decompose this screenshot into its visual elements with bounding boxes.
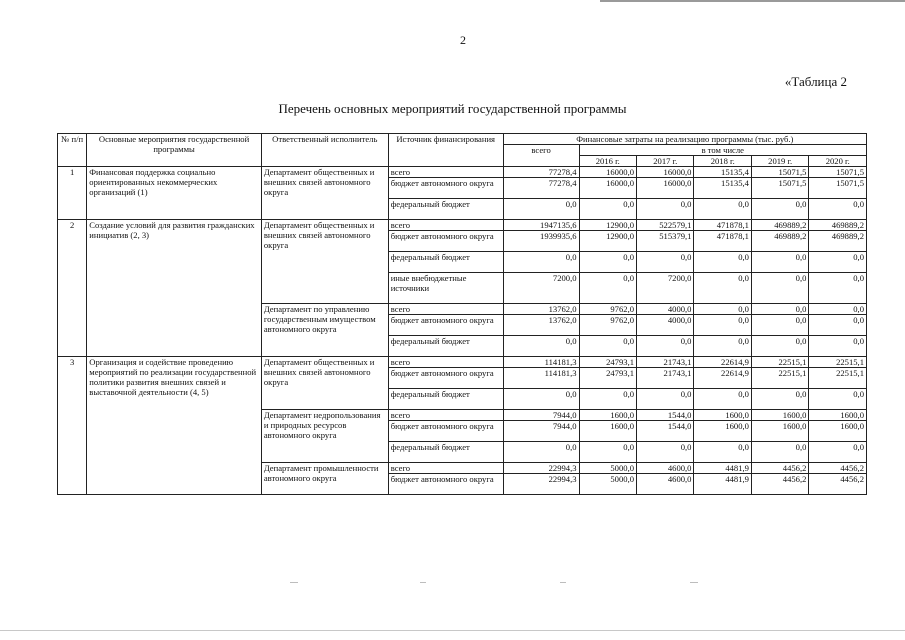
value-cell: 4481,9 <box>694 463 751 474</box>
value-cell: 0,0 <box>694 389 751 410</box>
value-cell: 0,0 <box>751 389 808 410</box>
source-cell: бюджет автономного округа <box>388 178 503 199</box>
source-cell: федеральный бюджет <box>388 199 503 220</box>
value-cell: 515379,1 <box>637 231 694 252</box>
value-cell: 0,0 <box>694 252 751 273</box>
header-costs: Финансовые затраты на реализацию программы (тыс. руб.) <box>503 134 866 145</box>
value-cell: 1600,0 <box>751 421 808 442</box>
value-cell: 1600,0 <box>809 410 867 421</box>
value-cell: 16000,0 <box>637 178 694 199</box>
value-cell: 21743,1 <box>637 368 694 389</box>
value-cell: 471878,1 <box>694 231 751 252</box>
source-cell: бюджет автономного округа <box>388 368 503 389</box>
value-cell: 7944,0 <box>503 410 579 421</box>
source-cell: бюджет автономного округа <box>388 421 503 442</box>
scan-edge-line <box>600 0 905 2</box>
value-cell: 0,0 <box>751 273 808 304</box>
header-year-2016: 2016 г. <box>579 156 636 167</box>
header-num: № п/п <box>58 134 87 167</box>
row-number: 3 <box>58 357 87 495</box>
value-cell: 13762,0 <box>503 315 579 336</box>
source-cell: всего <box>388 220 503 231</box>
value-cell: 0,0 <box>637 389 694 410</box>
header-year-2017: 2017 г. <box>637 156 694 167</box>
value-cell: 24793,1 <box>579 368 636 389</box>
value-cell: 469889,2 <box>809 220 867 231</box>
value-cell: 5000,0 <box>579 463 636 474</box>
value-cell: 15135,4 <box>694 178 751 199</box>
value-cell: 0,0 <box>503 199 579 220</box>
table-row <box>58 167 867 178</box>
value-cell: 1600,0 <box>579 410 636 421</box>
header-executor: Ответственный исполнитель <box>261 134 388 167</box>
source-cell: федеральный бюджет <box>388 252 503 273</box>
source-cell: всего <box>388 357 503 368</box>
value-cell: 22994,3 <box>503 474 579 495</box>
value-cell: 21743,1 <box>637 357 694 368</box>
value-cell: 1600,0 <box>751 410 808 421</box>
value-cell: 4481,9 <box>694 474 751 495</box>
measure-name: Организация и содействие проведению мероприятий по реализации государственной политики развития внешних связей и выставочной деятельности (4, 5) <box>87 357 262 495</box>
source-cell: бюджет автономного округа <box>388 315 503 336</box>
source-cell: всего <box>388 304 503 315</box>
source-cell: федеральный бюджет <box>388 442 503 463</box>
value-cell: 1600,0 <box>694 421 751 442</box>
source-cell: иные внебюджетные источники <box>388 273 503 304</box>
value-cell: 0,0 <box>637 252 694 273</box>
value-cell: 15071,5 <box>751 167 808 178</box>
value-cell: 0,0 <box>579 273 636 304</box>
value-cell: 4000,0 <box>637 304 694 315</box>
value-cell: 16000,0 <box>579 178 636 199</box>
executor-name: Департамент промышленности автономного округа <box>261 463 388 495</box>
value-cell: 7200,0 <box>637 273 694 304</box>
value-cell: 22614,9 <box>694 368 751 389</box>
value-cell: 15071,5 <box>809 178 867 199</box>
value-cell: 522579,1 <box>637 220 694 231</box>
value-cell: 22614,9 <box>694 357 751 368</box>
value-cell: 16000,0 <box>637 167 694 178</box>
value-cell: 22994,3 <box>503 463 579 474</box>
value-cell: 77278,4 <box>503 167 579 178</box>
value-cell: 0,0 <box>751 252 808 273</box>
value-cell: 24793,1 <box>579 357 636 368</box>
value-cell: 0,0 <box>503 442 579 463</box>
value-cell: 1600,0 <box>809 421 867 442</box>
source-cell: бюджет автономного округа <box>388 474 503 495</box>
value-cell: 7200,0 <box>503 273 579 304</box>
value-cell: 0,0 <box>503 252 579 273</box>
value-cell: 0,0 <box>579 336 636 357</box>
row-number: 1 <box>58 167 87 220</box>
source-cell: бюджет автономного округа <box>388 231 503 252</box>
value-cell: 0,0 <box>694 336 751 357</box>
scan-artifact <box>420 582 426 583</box>
header-year-2020: 2020 г. <box>809 156 867 167</box>
value-cell: 4600,0 <box>637 463 694 474</box>
value-cell: 7944,0 <box>503 421 579 442</box>
value-cell: 469889,2 <box>751 220 808 231</box>
value-cell: 22515,1 <box>751 357 808 368</box>
value-cell: 469889,2 <box>751 231 808 252</box>
value-cell: 4000,0 <box>637 315 694 336</box>
value-cell: 114181,3 <box>503 357 579 368</box>
source-cell: федеральный бюджет <box>388 336 503 357</box>
executor-name: Департамент общественных и внешних связей автономного округа <box>261 357 388 410</box>
value-cell: 0,0 <box>694 273 751 304</box>
header-source: Источник финансирования <box>388 134 503 167</box>
value-cell: 0,0 <box>809 273 867 304</box>
value-cell: 4600,0 <box>637 474 694 495</box>
value-cell: 0,0 <box>751 442 808 463</box>
value-cell: 0,0 <box>809 389 867 410</box>
source-cell: всего <box>388 167 503 178</box>
value-cell: 12900,0 <box>579 220 636 231</box>
value-cell: 0,0 <box>503 389 579 410</box>
source-cell: всего <box>388 410 503 421</box>
measure-name: Финансовая поддержка социально ориентированных некоммерческих организаций (1) <box>87 167 262 220</box>
value-cell: 0,0 <box>694 199 751 220</box>
value-cell: 0,0 <box>809 304 867 315</box>
table-row <box>58 220 867 231</box>
executor-name: Департамент по управлению государственным имуществом автономного округа <box>261 304 388 357</box>
value-cell: 22515,1 <box>809 368 867 389</box>
executor-name: Департамент общественных и внешних связей автономного округа <box>261 167 388 220</box>
value-cell: 0,0 <box>751 315 808 336</box>
value-cell: 1939935,6 <box>503 231 579 252</box>
value-cell: 0,0 <box>579 252 636 273</box>
header-total: всего <box>503 145 579 167</box>
measure-name: Создание условий для развития гражданских инициатив (2, 3) <box>87 220 262 357</box>
value-cell: 16000,0 <box>579 167 636 178</box>
value-cell: 0,0 <box>809 315 867 336</box>
page-number: 2 <box>460 33 466 47</box>
value-cell: 0,0 <box>579 199 636 220</box>
value-cell: 4456,2 <box>809 474 867 495</box>
executor-name: Департамент недропользования и природных ресурсов автономного округа <box>261 410 388 463</box>
program-measures-table <box>57 133 867 495</box>
value-cell: 22515,1 <box>809 357 867 368</box>
value-cell: 4456,2 <box>809 463 867 474</box>
source-cell: федеральный бюджет <box>388 389 503 410</box>
source-cell: всего <box>388 463 503 474</box>
value-cell: 77278,4 <box>503 178 579 199</box>
scan-artifact <box>560 582 566 583</box>
value-cell: 0,0 <box>809 252 867 273</box>
value-cell: 1600,0 <box>579 421 636 442</box>
value-cell: 15135,4 <box>694 167 751 178</box>
value-cell: 15071,5 <box>751 178 808 199</box>
header-year-2018: 2018 г. <box>694 156 751 167</box>
header-measures: Основные мероприятия государственной программы <box>87 134 262 167</box>
value-cell: 4456,2 <box>751 463 808 474</box>
value-cell: 0,0 <box>751 336 808 357</box>
row-number: 2 <box>58 220 87 357</box>
value-cell: 0,0 <box>809 199 867 220</box>
value-cell: 0,0 <box>751 199 808 220</box>
value-cell: 13762,0 <box>503 304 579 315</box>
value-cell: 22515,1 <box>751 368 808 389</box>
value-cell: 1544,0 <box>637 410 694 421</box>
table-label: «Таблица 2 <box>784 74 847 89</box>
value-cell: 12900,0 <box>579 231 636 252</box>
value-cell: 469889,2 <box>809 231 867 252</box>
value-cell: 0,0 <box>637 442 694 463</box>
value-cell: 0,0 <box>637 336 694 357</box>
header-year-2019: 2019 г. <box>751 156 808 167</box>
value-cell: 5000,0 <box>579 474 636 495</box>
value-cell: 9762,0 <box>579 315 636 336</box>
document-title: Перечень основных мероприятий государственной программы <box>278 101 627 116</box>
value-cell: 1600,0 <box>694 410 751 421</box>
value-cell: 4456,2 <box>751 474 808 495</box>
scan-artifact <box>690 582 698 583</box>
scan-edge-line <box>0 630 905 631</box>
table-row <box>58 357 867 368</box>
value-cell: 0,0 <box>579 442 636 463</box>
value-cell: 0,0 <box>694 442 751 463</box>
value-cell: 9762,0 <box>579 304 636 315</box>
value-cell: 0,0 <box>751 304 808 315</box>
value-cell: 0,0 <box>809 442 867 463</box>
value-cell: 0,0 <box>637 199 694 220</box>
executor-name: Департамент общественных и внешних связей автономного округа <box>261 220 388 304</box>
value-cell: 114181,3 <box>503 368 579 389</box>
value-cell: 1947135,6 <box>503 220 579 231</box>
value-cell: 1544,0 <box>637 421 694 442</box>
value-cell: 0,0 <box>694 315 751 336</box>
value-cell: 0,0 <box>503 336 579 357</box>
value-cell: 0,0 <box>694 304 751 315</box>
value-cell: 0,0 <box>579 389 636 410</box>
value-cell: 15071,5 <box>809 167 867 178</box>
value-cell: 0,0 <box>809 336 867 357</box>
value-cell: 471878,1 <box>694 220 751 231</box>
header-including: в том числе <box>579 145 866 156</box>
scan-artifact <box>290 582 298 583</box>
